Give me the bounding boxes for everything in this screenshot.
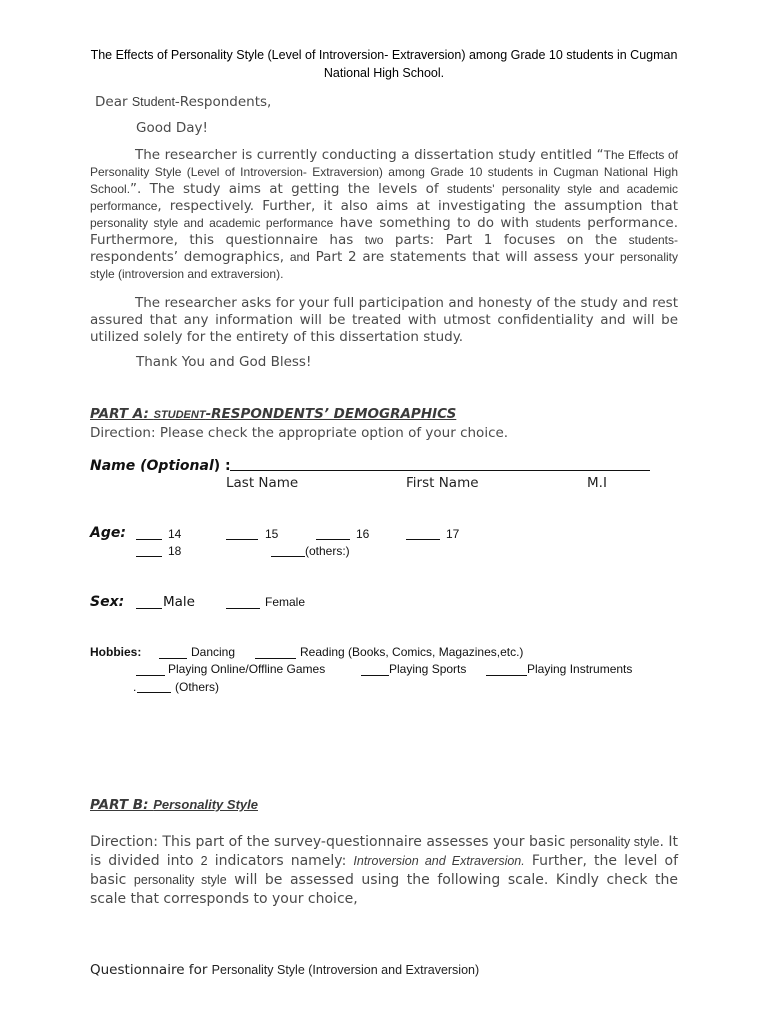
hobby-instruments-blank[interactable] (486, 664, 527, 676)
last-name-label: Last Name (226, 475, 299, 491)
sex-male-blank[interactable] (136, 597, 162, 609)
age-option-15: 15 (265, 527, 279, 541)
age-label: Age: (90, 525, 126, 541)
age-16-blank[interactable] (316, 528, 350, 540)
pb-a: Direction: This part of the survey-questionnaire assesses your basic (90, 834, 570, 850)
questionnaire-heading (90, 961, 479, 979)
salutation-dear: Dear (95, 94, 132, 110)
p1-n: and (289, 250, 310, 264)
p1-a: The researcher is currently conducting a dissertation study entitled “ (135, 147, 604, 163)
pb-i: will be assessed using the following scale. Kindly check the scale that corresponds to your choice, (90, 872, 679, 907)
part-b-rest: Personality Style (153, 797, 258, 812)
pb-e: indicators namely: (207, 853, 354, 869)
salutation-suffix: -Respondents, (174, 94, 272, 110)
part-a-prefix: PART A: (90, 406, 154, 422)
pb-d: 2 (200, 854, 208, 868)
age-option-others: (others:) (305, 544, 350, 558)
pb-b: personality style (569, 835, 660, 849)
hobbies-label: Hobbies: (90, 645, 142, 659)
p1-study-title: The Effects of Personality Style (Level of Introversion- Extraversion) among Grade 10 students in Cugman National High School. (90, 148, 678, 196)
salutation-name: Student (131, 95, 175, 109)
p1-m: respondents’ demographics, (90, 249, 290, 265)
hobby-dancing: Dancing (191, 645, 236, 659)
age-option-14: 14 (168, 527, 182, 541)
hobby-games-blank[interactable] (136, 664, 165, 676)
hobby-others-blank[interactable] (137, 681, 171, 693)
pb-c: . It is divided into (90, 834, 678, 869)
age-option-16: 16 (356, 527, 370, 541)
hobby-sports: Playing Sports (389, 662, 467, 676)
intro-paragraph (90, 147, 678, 283)
age-17-blank[interactable] (406, 528, 440, 540)
p1-i: performance. Furthermore, this questionnaire has (90, 215, 678, 248)
first-name-label: First Name (406, 475, 479, 491)
p1-o: Part 2 are statements that will assess your (309, 249, 620, 265)
p1-k: parts: Part 1 focuses on the (383, 232, 629, 248)
p1-d: students' personality style and academic performance (90, 182, 679, 213)
pb-h: personality style (133, 873, 227, 887)
hobby-dancing-blank[interactable] (159, 647, 187, 659)
part-a-heading (90, 406, 456, 422)
sex-label: Sex: (90, 594, 125, 610)
hobby-reading-blank[interactable] (255, 647, 296, 659)
questionnaire-rest: Personality Style (Introversion and Extraversion) (211, 963, 480, 977)
pb-g: Further, the level of basic (90, 853, 678, 888)
hobby-instruments: Playing Instruments (527, 662, 633, 676)
part-a-student: STUDENT (153, 409, 206, 421)
name-label: Name (Optional (90, 458, 214, 474)
age-14-blank[interactable] (136, 528, 162, 540)
salutation (95, 94, 271, 110)
hobby-games: Playing Online/Offline Games (168, 662, 326, 676)
age-others-blank[interactable] (271, 545, 305, 557)
name-row (90, 457, 231, 475)
name-input-line[interactable] (230, 459, 650, 471)
p1-p: personality style (introversion and extraversion). (90, 250, 678, 281)
hobby-reading: Reading (Books, Comics, Magazines,etc.) (300, 645, 524, 659)
document-title: The Effects of Personality Style (Level of Introversion- Extraversion) among Grade 10 students in Cugman National High School. (90, 48, 678, 80)
greeting: Good Day! (136, 120, 208, 136)
sex-female-blank[interactable] (226, 597, 260, 609)
p1-c: ”. The study aims at getting the levels of (130, 181, 447, 197)
p1-f: personality style and academic performance (90, 216, 334, 230)
mi-label: M.I (587, 475, 607, 491)
sex-option-male: Male (163, 594, 195, 610)
questionnaire-prefix: Questionnaire for (90, 962, 212, 978)
part-b-prefix: PART B: (90, 797, 154, 813)
age-option-17: 17 (446, 527, 460, 541)
p1-j: two (364, 233, 384, 247)
hobby-others-dot: . (133, 680, 137, 694)
age-18-blank[interactable] (136, 545, 162, 557)
p1-h: students (535, 216, 581, 230)
hobby-sports-blank[interactable] (361, 664, 389, 676)
age-option-18: 18 (168, 544, 182, 558)
closing: Thank You and God Bless! (136, 354, 312, 370)
part-a-direction: Direction: Please check the appropriate option of your choice. (90, 425, 509, 441)
confidentiality-paragraph: The researcher asks for your full participation and honesty of the study and rest assured that any information will be treated with utmost confidentiality and will be utilized solely for the entirety of this dissertation study. (90, 295, 678, 345)
name-label-close: ) (213, 458, 221, 474)
hobby-others: (Others) (175, 680, 220, 694)
pb-f: Introversion and Extraversion. (353, 854, 525, 868)
part-b-direction (90, 833, 678, 909)
p1-e: , respectively. Further, it also aims at investigating the assumption that (157, 198, 678, 214)
age-15-blank[interactable] (226, 528, 258, 540)
name-colon: : (220, 458, 231, 474)
part-b-heading (90, 797, 258, 813)
p1-g: have something to do with (333, 215, 536, 231)
p1-l: students- (628, 233, 678, 247)
sex-option-female: Female (265, 595, 306, 609)
part-a-rest: -RESPONDENTS’ DEMOGRAPHICS (205, 406, 457, 422)
